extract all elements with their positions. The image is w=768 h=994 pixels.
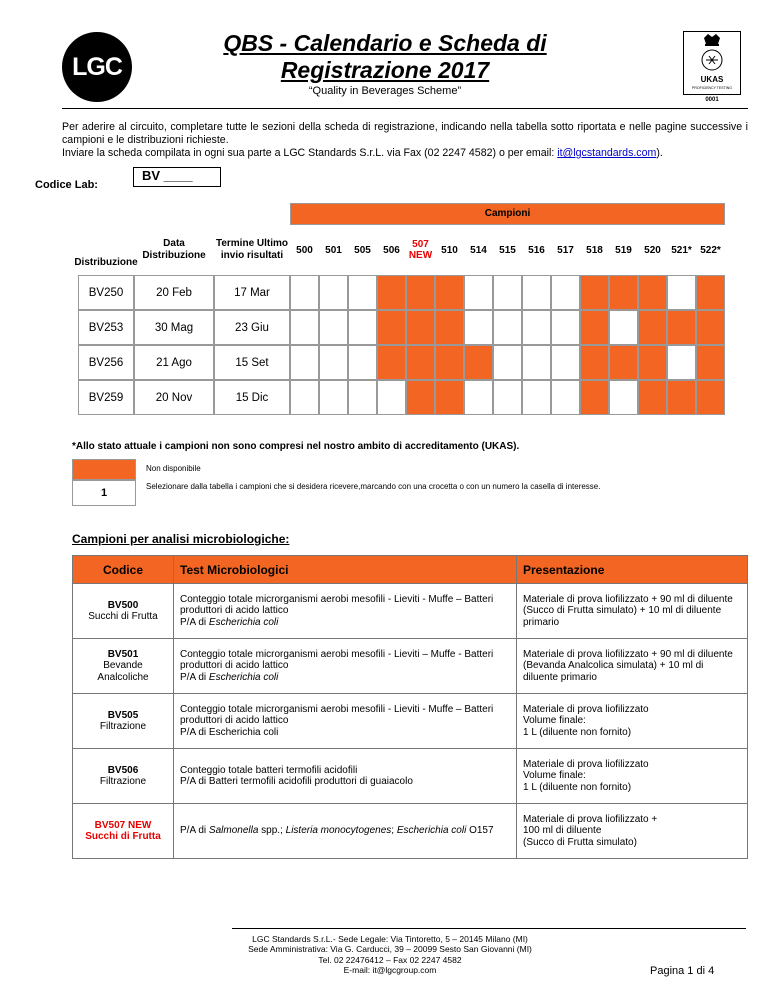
table-row — [73, 749, 748, 804]
cell-unavailable-BV259-520 — [638, 380, 667, 415]
cell-selectable-BV256-500[interactable] — [290, 345, 319, 380]
cell-unavailable-BV253-507 — [406, 310, 435, 345]
cell-selectable-BV259-501[interactable] — [319, 380, 348, 415]
row-code: BV505 — [107, 709, 139, 721]
cell-selectable-BV250-501[interactable] — [319, 275, 348, 310]
sample-header-501: 501 — [325, 244, 342, 256]
cell-unavailable-BV253-510 — [435, 310, 464, 345]
cell-unavailable-BV256-519 — [609, 345, 638, 380]
cell-unavailable-BV256-507 — [406, 345, 435, 380]
sample-header-515: 515 — [499, 244, 516, 256]
legend-unavailable-label: Non disponibile — [146, 464, 201, 473]
test-line1: Conteggio totale microrganismi aerobi mesofili - Lieviti - Muffe – Batteri produttori di acido lattico — [180, 703, 494, 727]
cell-unavailable-BV256-506 — [377, 345, 406, 380]
footer-divider — [232, 928, 746, 929]
row-code-cell — [73, 584, 174, 639]
test-text: spp.; — [258, 825, 286, 837]
test-text: ; — [391, 825, 397, 837]
row-termine: 23 Giu — [214, 310, 290, 345]
cell-unavailable-BV250-520 — [638, 275, 667, 310]
cell-selectable-BV259-519[interactable] — [609, 380, 638, 415]
cell-selectable-BV253-505[interactable] — [348, 310, 377, 345]
row-test-cell — [174, 639, 517, 694]
table-row-new — [73, 804, 748, 859]
cell-selectable-BV259-514[interactable] — [464, 380, 493, 415]
row-termine: 17 Mar — [214, 275, 290, 310]
header-divider — [62, 108, 748, 109]
header-data-distribuzione: Data Distribuzione — [142, 238, 206, 261]
cell-unavailable-BV250-522-star — [696, 275, 725, 310]
cell-selectable-BV253-500[interactable] — [290, 310, 319, 345]
test-line1: Conteggio totale microrganismi aerobi mesofili - Lieviti – Muffe - Batteri produttori di acido lattico — [180, 648, 494, 672]
cell-selectable-BV253-515[interactable] — [493, 310, 522, 345]
sample-header-520: 520 — [644, 244, 661, 256]
row-data: 21 Ago — [134, 345, 214, 380]
footer-line4: E-mail: it@lgcgroup.com — [343, 964, 437, 975]
test-text: O157 — [466, 825, 494, 837]
cell-selectable-BV253-514[interactable] — [464, 310, 493, 345]
test-text: P/A di — [180, 825, 209, 837]
cell-selectable-BV250-505[interactable] — [348, 275, 377, 310]
cell-selectable-BV256-516[interactable] — [522, 345, 551, 380]
cell-selectable-BV250-517[interactable] — [551, 275, 580, 310]
cell-selectable-BV256-517[interactable] — [551, 345, 580, 380]
sample-header-517: 517 — [557, 244, 574, 256]
row-code-cell — [73, 749, 174, 804]
legend-select-label: Selezionare dalla tabella i campioni che si desidera ricevere,marcando con una crocetta o con un numero la casella di interesse. — [146, 482, 601, 491]
row-code: BV507 NEW — [94, 819, 152, 831]
cell-selectable-BV259-517[interactable] — [551, 380, 580, 415]
cell-selectable-BV256-505[interactable] — [348, 345, 377, 380]
ukas-caption: PROFICIENCY TESTING — [692, 86, 732, 90]
row-distribuzione: BV256 — [78, 345, 134, 380]
row-code: BV506 — [107, 764, 139, 776]
cell-unavailable-BV250-518 — [580, 275, 609, 310]
cell-selectable-BV256-501[interactable] — [319, 345, 348, 380]
cell-unavailable-BV256-520 — [638, 345, 667, 380]
sample-header-505: 505 — [354, 244, 371, 256]
codice-lab-field[interactable]: BV ____ — [133, 167, 221, 187]
footer — [180, 934, 600, 975]
intro-text — [62, 121, 748, 160]
legend-select-box: 1 — [72, 480, 136, 506]
cell-unavailable-BV253-522-star — [696, 310, 725, 345]
sample-header-518: 518 — [586, 244, 603, 256]
row-presentazione: Materiale di prova liofilizzato Volume finale: 1 L (diluente non fornito) — [517, 749, 748, 804]
row-code-cell — [73, 804, 174, 859]
table-row — [73, 694, 748, 749]
row-distribuzione: BV253 — [78, 310, 134, 345]
row-desc: Succhi di Frutta — [88, 611, 158, 622]
cell-selectable-BV250-516[interactable] — [522, 275, 551, 310]
row-test-cell — [174, 749, 517, 804]
page-title: QBS - Calendario e Scheda di Registrazione 2017 — [223, 30, 547, 83]
intro-line2-prefix: Inviare la scheda compilata in ogni sua parte a LGC Standards S.r.L. via Fax (02 2247 4582) o per email: — [62, 147, 558, 159]
micro-table — [72, 555, 748, 859]
test-organism: Escherichia coli — [208, 671, 279, 683]
intro-line2-suffix: ). — [656, 147, 663, 159]
micro-header-row — [73, 556, 748, 584]
test-line2: P/A di Escherichia coli — [180, 726, 279, 738]
row-test-cell — [174, 804, 517, 859]
row-distribuzione: BV259 — [78, 380, 134, 415]
cell-unavailable-BV259-507 — [406, 380, 435, 415]
row-data: 20 Nov — [134, 380, 214, 415]
cell-unavailable-BV259-510 — [435, 380, 464, 415]
row-data: 20 Feb — [134, 275, 214, 310]
header-termine: Termine Ultimo invio risultati — [215, 238, 289, 261]
cell-unavailable-BV259-521-star — [667, 380, 696, 415]
row-distribuzione: BV250 — [78, 275, 134, 310]
row-code: BV501 — [107, 648, 139, 660]
header-presentazione: Presentazione — [517, 556, 748, 584]
row-presentazione: Materiale di prova liofilizzato Volume finale: 1 L (diluente non fornito) — [517, 694, 748, 749]
cell-selectable-BV253-517[interactable] — [551, 310, 580, 345]
row-data: 30 Mag — [134, 310, 214, 345]
cell-selectable-BV253-516[interactable] — [522, 310, 551, 345]
row-code-cell — [73, 639, 174, 694]
header-codice: Codice — [73, 556, 174, 584]
row-desc: Bevande Analcoliche — [97, 660, 149, 683]
test-line1: Conteggio totale batteri termofili acidofili — [180, 764, 358, 776]
sample-header-510: 510 — [441, 244, 458, 256]
row-termine: 15 Set — [214, 345, 290, 380]
cell-unavailable-BV253-521-star — [667, 310, 696, 345]
page-number: Pagina 1 di 4 — [650, 965, 715, 977]
test-line1: Conteggio totale microrganismi aerobi mesofili - Lieviti - Muffe – Batteri produttori di acido lattico — [180, 593, 494, 617]
footer-line2: Sede Amministrativa: Via G. Carducci, 39 – 20099 Sesto San Giovanni (MI) — [248, 944, 532, 955]
section-title: Campioni per analisi microbiologiche: — [72, 532, 290, 546]
sample-header-516: 516 — [528, 244, 545, 256]
test-line2: P/A di Batteri termofili acidofili produttori di guaiacolo — [180, 776, 413, 787]
cell-selectable-BV259-505[interactable] — [348, 380, 377, 415]
sample-header-519: 519 — [615, 244, 632, 256]
cell-unavailable-BV259-522-star — [696, 380, 725, 415]
campioni-header: Campioni — [290, 203, 725, 225]
row-test-cell — [174, 584, 517, 639]
cell-selectable-BV250-521-star[interactable] — [667, 275, 696, 310]
row-presentazione: Materiale di prova liofilizzato + 90 ml di diluente (Bevanda Analcolica simulata) + 10 ml di diluente primario — [517, 639, 748, 694]
cell-unavailable-BV250-519 — [609, 275, 638, 310]
intro-line1: Per aderire al circuito, completare tutte le sezioni della scheda di registrazione, indicando nella tabella sotto riportata e nelle pagine successive i campioni e le distribuzioni richieste. — [62, 121, 748, 146]
legend-unavailable-swatch — [72, 459, 136, 480]
cell-selectable-BV259-516[interactable] — [522, 380, 551, 415]
test-line2: P/A di — [180, 616, 209, 628]
cell-selectable-BV253-519[interactable] — [609, 310, 638, 345]
sample-header-522-star: 522* — [700, 244, 721, 256]
page-subtitle: “Quality in Beverages Scheme” — [308, 85, 462, 97]
cell-selectable-BV259-500[interactable] — [290, 380, 319, 415]
cell-unavailable-BV256-514 — [464, 345, 493, 380]
cell-selectable-BV256-521-star[interactable] — [667, 345, 696, 380]
cell-selectable-BV256-515[interactable] — [493, 345, 522, 380]
footer-line1: LGC Standards S.r.L.- Sede Legale: Via Tintoretto, 5 – 20145 Milano (MI) — [252, 934, 528, 944]
row-code-cell — [73, 694, 174, 749]
cell-selectable-BV259-515[interactable] — [493, 380, 522, 415]
footer-line3: Tel. 02 22476412 – Fax 02 2247 4582 — [318, 954, 462, 965]
email-link[interactable]: it@lgcstandards.com — [557, 147, 657, 159]
ukas-text: UKAS — [700, 75, 724, 84]
cell-unavailable-BV250-510 — [435, 275, 464, 310]
cell-unavailable-BV259-518 — [580, 380, 609, 415]
cell-unavailable-BV256-522-star — [696, 345, 725, 380]
test-organism: Escherichia coli — [208, 616, 279, 628]
cell-unavailable-BV256-510 — [435, 345, 464, 380]
table-row — [73, 639, 748, 694]
row-desc: Succhi di Frutta — [85, 831, 161, 842]
ukas-logo — [683, 31, 741, 95]
ukas-number: 0001 — [705, 97, 719, 103]
cell-selectable-BV259-506[interactable] — [377, 380, 406, 415]
test-line2: P/A di — [180, 671, 209, 683]
cell-selectable-BV250-515[interactable] — [493, 275, 522, 310]
row-code: BV500 — [107, 599, 139, 611]
table-row — [73, 584, 748, 639]
cell-unavailable-BV253-520 — [638, 310, 667, 345]
lgc-logo: LGC — [62, 32, 132, 102]
sample-header-506: 506 — [383, 244, 400, 256]
cell-selectable-BV253-501[interactable] — [319, 310, 348, 345]
row-presentazione: Materiale di prova liofilizzato + 100 ml di diluente (Succo di Frutta simulato) — [517, 804, 748, 859]
sample-header-521-star: 521* — [671, 244, 692, 256]
row-test-cell — [174, 694, 517, 749]
row-termine: 15 Dic — [214, 380, 290, 415]
cell-selectable-BV250-514[interactable] — [464, 275, 493, 310]
cell-unavailable-BV256-518 — [580, 345, 609, 380]
header-distribuzione: Distribuzione — [74, 257, 138, 268]
cell-selectable-BV250-500[interactable] — [290, 275, 319, 310]
test-organism: Salmonella — [208, 825, 259, 837]
row-desc: Filtrazione — [99, 721, 147, 732]
test-organism: Escherichia coli — [396, 825, 467, 837]
cell-unavailable-BV250-507 — [406, 275, 435, 310]
sample-header-500: 500 — [296, 244, 313, 256]
cell-unavailable-BV253-506 — [377, 310, 406, 345]
accreditation-note: *Allo stato attuale i campioni non sono compresi nel nostro ambito di accreditamento (UKAS). — [72, 441, 520, 452]
sample-header-507: 507 NEW — [408, 239, 433, 261]
codice-lab-label: Codice Lab: — [35, 179, 98, 191]
header-test: Test Microbiologici — [174, 556, 517, 584]
cell-unavailable-BV253-518 — [580, 310, 609, 345]
row-desc: Filtrazione — [99, 776, 147, 787]
sample-header-514: 514 — [470, 244, 487, 256]
cell-unavailable-BV250-506 — [377, 275, 406, 310]
test-organism: Listeria monocytogenes — [285, 825, 392, 837]
row-presentazione: Materiale di prova liofilizzato + 90 ml di diluente (Succo di Frutta simulato) + 10 ml di diluente primario — [517, 584, 748, 639]
